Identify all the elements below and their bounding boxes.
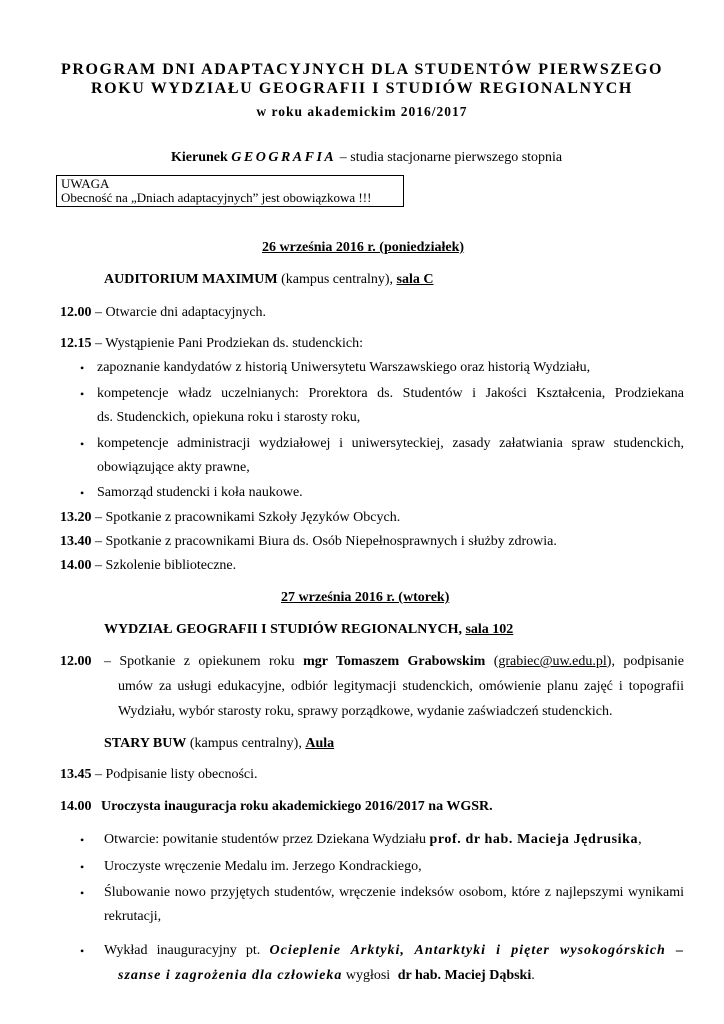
day2-date: 27 września 2016 r. (wtorek) <box>281 590 450 605</box>
item-text: – Spotkanie z pracownikami Szkoły Języków Obcych. <box>95 510 401 525</box>
item-time: 13.40 <box>60 534 92 549</box>
schedule-item-text-continued: umów za usługi edukacyjne, odbiór legitymacji studenckich, omówienie planu zajęć i topografii <box>118 679 684 694</box>
item-text: – Podpisanie listy obecności. <box>95 767 258 782</box>
bullet-text-continued: szanse i zagrożenia dla człowieka wygłosi dr hab. Maciej Dąbski. <box>118 968 535 983</box>
day2-venue2 <box>104 736 334 752</box>
document-title-line1: PROGRAM DNI ADAPTACYJNYCH DLA STUDENTÓW PIERWSZEGO <box>60 61 663 78</box>
item-time: 13.20 <box>60 510 92 525</box>
bullet-text: kompetencje władz uczelnianych: Prorektora ds. Studentów i Jakości Kształcenia, Prodziekana <box>97 386 684 401</box>
item-text: – Otwarcie dni adaptacyjnych. <box>95 305 267 320</box>
notice-text: Obecność na „Dniach adaptacyjnych” jest obowiązkowa !!! <box>61 190 372 205</box>
bullet-icon: • <box>80 361 85 375</box>
item-time: 12.00 <box>60 654 92 669</box>
schedule-item <box>60 767 258 783</box>
schedule-item <box>60 534 557 550</box>
day2-venue2-name: STARY BUW <box>104 736 187 751</box>
item-text: Uroczysta inauguracja roku akademickiego 2016/2017 na WGSR <box>101 799 490 814</box>
direction-name: GEOGRAFIA <box>231 150 337 165</box>
email-paren: (grabiec@uw.edu.pl), podpisanie <box>493 654 684 669</box>
schedule-item <box>60 510 400 526</box>
item-text: – Spotkanie z pracownikami Biura ds. Osób Niepełnosprawnych i służby zdrowia. <box>95 534 557 549</box>
item-time: 14.00 <box>60 799 92 814</box>
notice-label: UWAGA <box>61 176 110 191</box>
bullet-icon: • <box>80 387 85 401</box>
schedule-item-text <box>104 654 684 670</box>
direction-prefix: Kierunek <box>171 150 228 165</box>
direction-line <box>171 150 562 166</box>
day2-venue2-detail: (kampus centralny), <box>189 736 302 751</box>
direction-suffix: – studia stacjonarne pierwszego stopnia <box>339 150 563 165</box>
day1-venue-room: sala C <box>396 272 434 287</box>
caretaker-name: mgr Tomaszem Grabowskim <box>303 654 486 669</box>
bullet-icon: • <box>80 886 85 900</box>
bullet-text-continued: rekrutacji, <box>104 909 162 924</box>
item-text: – Spotkanie z opiekunem roku <box>104 654 295 669</box>
notice-box <box>56 175 404 207</box>
schedule-item: 14.00 Uroczysta inauguracja roku akademickiego 2016/2017 na WGSR. <box>60 799 493 814</box>
bullet-text: Samorząd studencki i koła naukowe. <box>97 485 303 500</box>
bullet-text-continued: obowiązujące akty prawne, <box>97 460 250 475</box>
item-time: 13.45 <box>60 767 92 782</box>
day2-venue-room: sala 102 <box>465 622 514 637</box>
day1-venue <box>104 272 433 288</box>
email-link[interactable]: grabiec@uw.edu.pl <box>498 654 607 669</box>
dean-name: prof. dr hab. Macieja Jędrusika <box>429 832 639 847</box>
item-text: – Szkolenie biblioteczne. <box>95 558 237 573</box>
day1-date: 26 września 2016 r. (poniedziałek) <box>262 240 465 255</box>
day1-venue-detail: (kampus centralny), <box>281 272 394 287</box>
bullet-icon: • <box>80 944 85 958</box>
item-time: 14.00 <box>60 558 92 573</box>
day1-venue-name: AUDITORIUM MAXIMUM <box>104 272 278 287</box>
lecture-title: Ocieplenie Arktyki, Antarktyki i pięter wysokogórskich – <box>269 943 685 958</box>
schedule-item-time <box>60 654 92 670</box>
bullet-icon: • <box>80 860 85 874</box>
item-time: 12.15 <box>60 336 92 351</box>
day2-venue <box>104 622 513 638</box>
bullet-icon: • <box>80 833 85 847</box>
lecture-title-continued: szanse i zagrożenia dla człowieka <box>118 968 343 983</box>
bullet-icon: • <box>80 437 85 451</box>
bullet-icon: • <box>80 486 85 500</box>
day2-venue2-room: Aula <box>305 736 335 751</box>
bullet-text: Ślubowanie nowo przyjętych studentów, wręczenie indeksów osobom, które z najlepszymi wynikami <box>104 885 684 900</box>
bullet-text: Uroczyste wręczenie Medalu im. Jerzego Kondrackiego, <box>104 859 422 874</box>
day2-venue-name: WYDZIAŁ GEOGRAFII I STUDIÓW REGIONALNYCH, <box>104 622 462 637</box>
schedule-item-text-continued: Wydziału, wybór starosty roku, sprawy porządkowe, wydanie zaświadczeń studenckich. <box>118 704 613 719</box>
lecturer-name: dr hab. Maciej Dąbski <box>397 968 532 983</box>
bullet-text-continued: ds. Studenckich, opiekuna roku i starosty roku, <box>97 410 361 425</box>
schedule-item <box>60 305 266 321</box>
schedule-item <box>60 558 236 574</box>
bullet-text: kompetencje administracji wydziałowej i uniwersyteckiej, zasady załatwiania spraw studenckich, <box>97 436 684 451</box>
document-subtitle: w roku akademickim 2016/2017 <box>256 104 468 119</box>
bullet-text: Wykład inauguracyjny pt. Ocieplenie Arktyki, Antarktyki i pięter wysokogórskich – <box>104 943 685 958</box>
bullet-text: Otwarcie: powitanie studentów przez Dziekana Wydziału prof. dr hab. Macieja Jędrusika, <box>104 832 642 847</box>
document-title-line2: ROKU WYDZIAŁU GEOGRAFII I STUDIÓW REGIONALNYCH <box>91 80 633 97</box>
item-time: 12.00 <box>60 305 92 320</box>
item-text: – Wystąpienie Pani Prodziekan ds. studenckich: <box>95 336 363 351</box>
bullet-text: zapoznanie kandydatów z historią Uniwersytetu Warszawskiego oraz historią Wydziału, <box>97 360 591 375</box>
schedule-item <box>60 336 363 352</box>
